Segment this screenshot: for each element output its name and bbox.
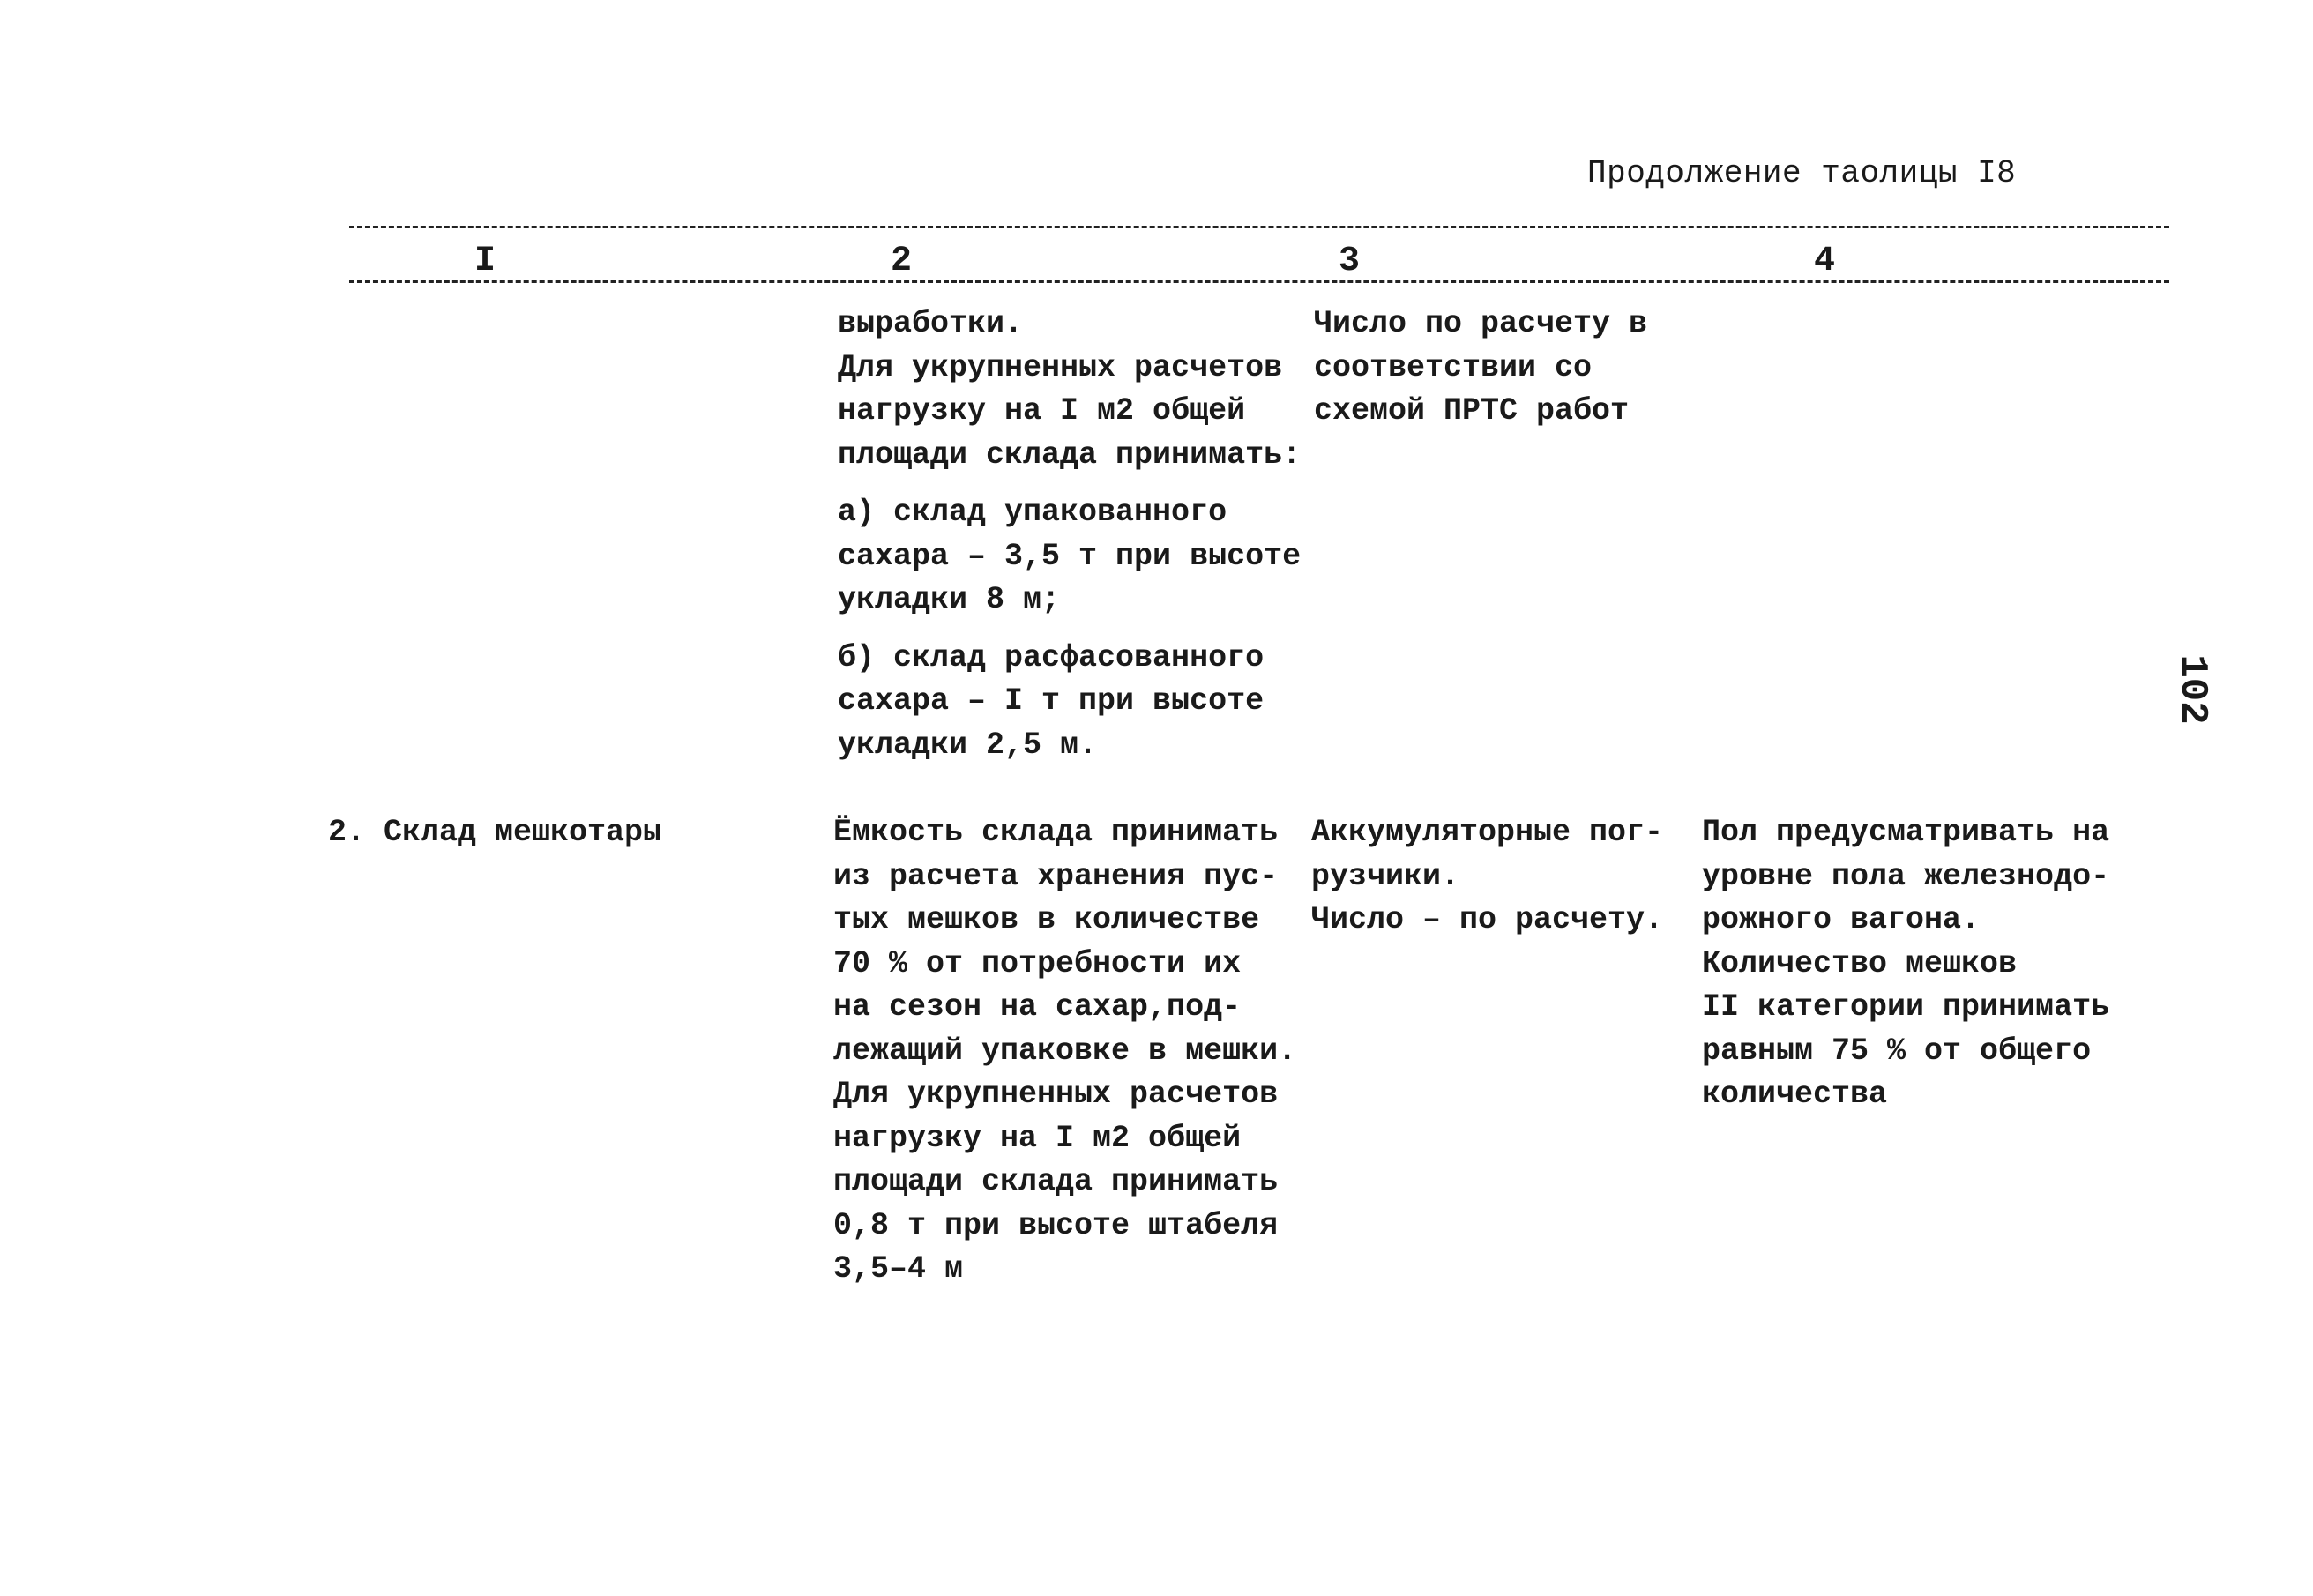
text-line: Ёмкость склада принимать bbox=[833, 815, 1279, 850]
row2-col2-cell bbox=[833, 811, 1296, 1292]
row2-col4-cell bbox=[1702, 811, 2109, 1117]
text-line: 3,5–4 м bbox=[833, 1251, 964, 1286]
row-title: 2. Склад мешкотары bbox=[328, 815, 662, 850]
text-line: Для укрупненных расчетов bbox=[838, 349, 1283, 385]
column-number-4: 4 bbox=[1814, 242, 1836, 281]
text-line: Число по расчету в bbox=[1314, 306, 1648, 341]
text-line: сахара – 3,5 т при высоте bbox=[838, 538, 1302, 574]
text-line: выработки. bbox=[838, 306, 1024, 341]
text-line: а) склад упакованного bbox=[838, 495, 1227, 530]
page-number: 102 bbox=[2170, 654, 2214, 725]
column-number-3: 3 bbox=[1339, 242, 1361, 281]
text-line: Для укрупненных расчетов bbox=[833, 1077, 1279, 1112]
row2-col1-cell bbox=[328, 811, 661, 855]
text-line: площади склада принимать: bbox=[838, 436, 1302, 473]
text-line: равным 75 % от общего bbox=[1702, 1033, 2092, 1069]
text-line: нагрузку на I м2 общей bbox=[838, 393, 1246, 429]
text-line: соответствии со bbox=[1314, 349, 1593, 385]
text-line: Пол предусматривать на bbox=[1702, 815, 2110, 850]
text-line: укладки 2,5 м. bbox=[838, 727, 1098, 763]
text-line: укладки 8 м; bbox=[838, 582, 1061, 617]
text-line: Аккумуляторные пог- bbox=[1311, 815, 1664, 850]
text-line: рожного вагона. bbox=[1702, 902, 1981, 937]
text-line: из расчета хранения пус- bbox=[833, 858, 1279, 894]
text-line: схемой ПРТС работ bbox=[1314, 393, 1630, 429]
column-number-2: 2 bbox=[891, 242, 913, 281]
text-line: 70 % от потребности их bbox=[833, 945, 1242, 981]
text-line: Число – по расчету. bbox=[1311, 902, 1664, 937]
text-line: тых мешков в количестве bbox=[833, 902, 1260, 937]
continuation-col3-cell bbox=[1314, 302, 1647, 434]
text-line: площади склада принимать bbox=[833, 1164, 1279, 1199]
row2-col3-cell bbox=[1311, 811, 1663, 943]
table-header-rule bbox=[349, 280, 2169, 283]
text-line: Количество мешков bbox=[1702, 945, 2018, 981]
column-number-1: I bbox=[474, 242, 496, 281]
text-line: на сезон на сахар,под- bbox=[833, 989, 1242, 1025]
text-line: рузчики. bbox=[1311, 858, 1460, 894]
text-line: б) склад расфасованного bbox=[838, 639, 1265, 675]
text-line: лежащий упаковке в мешки. bbox=[833, 1033, 1297, 1069]
table-caption: Продолжение таолицы I8 bbox=[1587, 155, 2017, 191]
continuation-col2-cell bbox=[838, 302, 1301, 767]
text-line: нагрузку на I м2 общей bbox=[833, 1120, 1242, 1156]
text-line: количества bbox=[1702, 1077, 1888, 1112]
table-top-rule bbox=[349, 226, 2169, 228]
text-line: 0,8 т при высоте штабеля bbox=[833, 1207, 1279, 1243]
text-line: II категории принимать bbox=[1702, 989, 2110, 1025]
text-line: уровне пола железнодо- bbox=[1702, 858, 2110, 894]
text-line: сахара – I т при высоте bbox=[838, 683, 1265, 719]
